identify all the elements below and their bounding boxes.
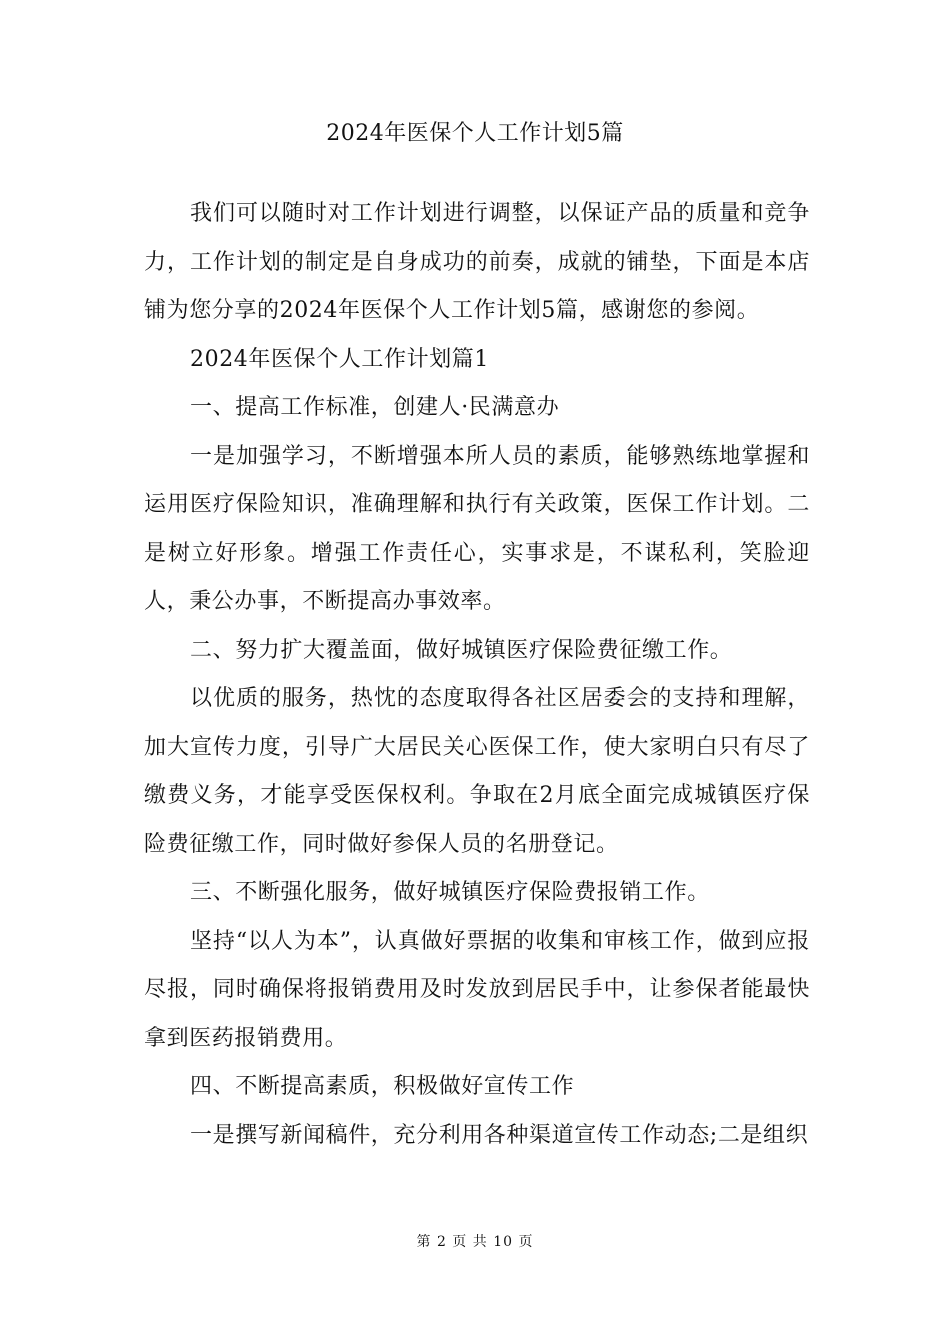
subheading-2: 二、努力扩大覆盖面，做好城镇医疗保险费征缴工作。 bbox=[190, 637, 733, 663]
paragraph-1: 一是加强学习，不断增强本所人员的素质，能够熟练地掌握和运用医疗保险知识，准确理解和执行有关政策，医保工作计划。二是树立好形象。增强工作责任心，实事求是，不谋私利，笑脸迎人，秉公办事，不断提高办事效率。 bbox=[144, 443, 810, 614]
section-heading: 2024年医保个人工作计划篇1 bbox=[190, 346, 489, 372]
paragraph-3: 坚持“以人为本”，认真做好票据的收集和审核工作，做到应报尽报，同时确保将报销费用及时发放到居民手中，让参保者能最快拿到医药报销费用。 bbox=[144, 928, 810, 1051]
page-number-footer: 第 2 页 共 10 页 bbox=[416, 1234, 534, 1250]
paragraph-4: 一是撰写新闻稿件，充分利用各种渠道宣传工作动态;二是组织 bbox=[190, 1122, 809, 1148]
paragraph-2: 以优质的服务，热忱的态度取得各社区居委会的支持和理解，加大宣传力度，引导广大居民关心医保工作，使大家明白只有尽了缴费义务，才能享受医保权利。争取在2月底全面完成城镇医疗保险费征缴工作，同时做好参保人员的名册登记。 bbox=[144, 686, 810, 857]
document-body bbox=[144, 190, 810, 1160]
subheading-3: 三、不断强化服务，做好城镇医疗保险费报销工作。 bbox=[190, 880, 710, 905]
intro-paragraph: 我们可以随时对工作计划进行调整，以保证产品的质量和竞争力，工作计划的制定是自身成功的前奏，成就的铺垫，下面是本店铺为您分享的2024年医保个人工作计划5篇，感谢您的参阅。 bbox=[144, 201, 810, 323]
subheading-4: 四、不断提高素质，积极做好宣传工作 bbox=[190, 1074, 575, 1099]
document-title: 2024年医保个人工作计划5篇 bbox=[326, 121, 624, 146]
subheading-1: 一、提高工作标准，创建人·民满意办 bbox=[190, 395, 560, 420]
